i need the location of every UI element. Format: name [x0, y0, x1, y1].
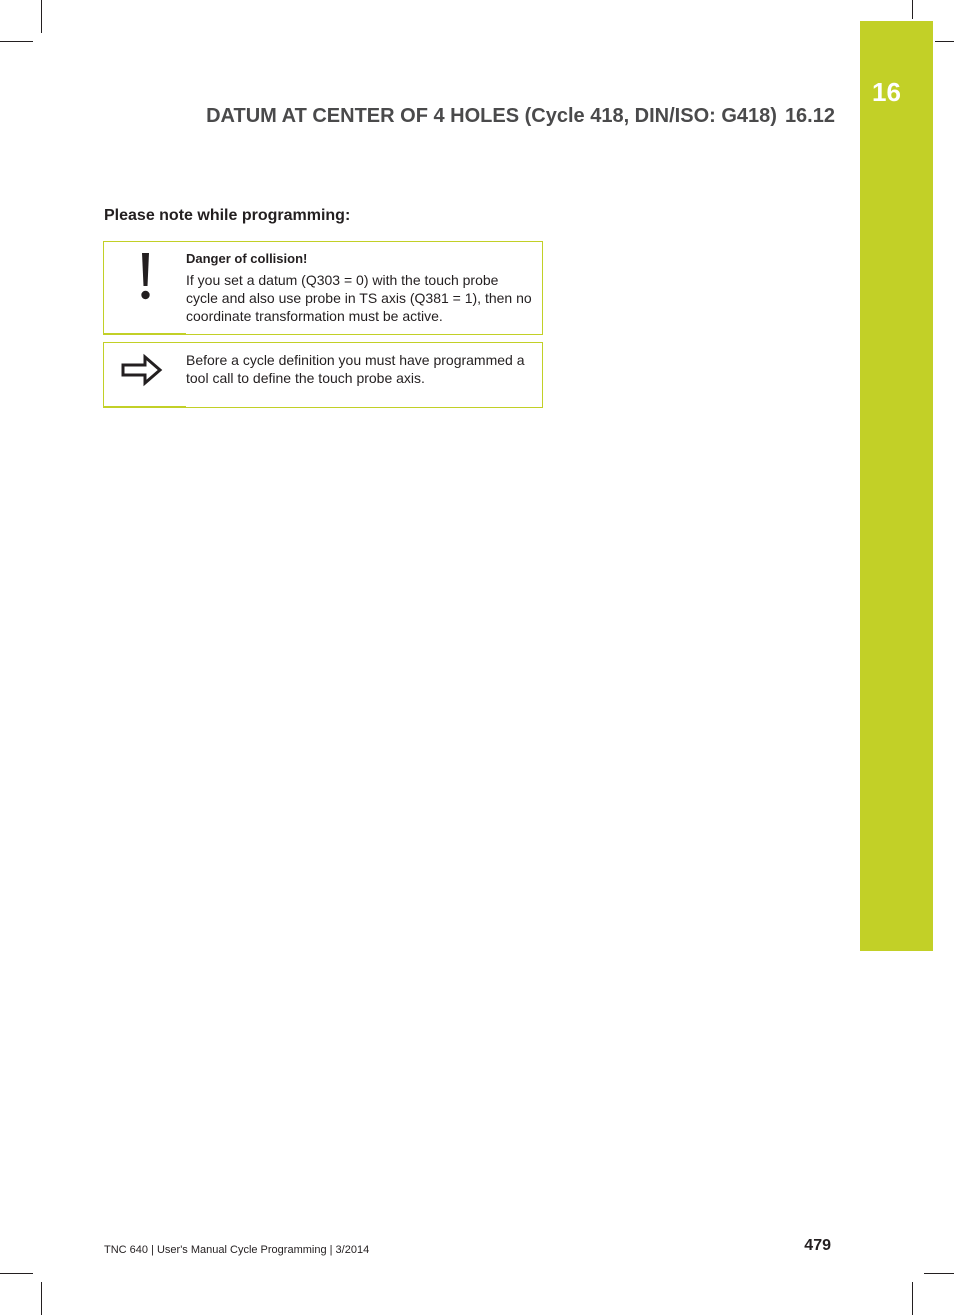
chapter-number: 16	[872, 77, 901, 107]
crop-mark	[912, 1282, 913, 1315]
footer-text: TNC 640 | User's Manual Cycle Programming | 3/2014	[104, 1244, 370, 1256]
running-header	[206, 104, 835, 128]
note-body: If you set a datum (Q303 = 0) with the touch probe cycle and also use probe in TS axis (Q381 = 1), then no coordinate transformation must be active.	[186, 272, 532, 324]
note-body: Before a cycle definition you must have programmed a tool call to define the touch probe axis.	[186, 352, 525, 386]
page-number: 479	[804, 1237, 831, 1254]
exclamation-icon	[104, 250, 187, 310]
note-text	[186, 343, 542, 387]
warning-note-box	[103, 241, 543, 335]
info-note-box	[103, 342, 543, 408]
note-icon-cell	[103, 242, 186, 334]
header-section-number: 16.12	[784, 105, 835, 127]
note-icon-cell	[103, 343, 186, 407]
arrow-right-icon	[104, 351, 187, 391]
section-heading: Please note while programming:	[104, 207, 351, 224]
note-text	[186, 242, 542, 325]
note-title: Danger of collision!	[186, 251, 308, 266]
crop-mark	[935, 41, 954, 42]
chapter-tab	[860, 21, 933, 951]
crop-mark	[912, 0, 913, 19]
header-title: DATUM AT CENTER OF 4 HOLES (Cycle 418, DIN/ISO: G418)	[206, 105, 777, 127]
crop-mark	[41, 1282, 42, 1315]
crop-mark	[0, 41, 33, 42]
crop-mark	[41, 0, 42, 33]
crop-mark	[0, 1273, 33, 1274]
crop-mark	[924, 1273, 954, 1274]
